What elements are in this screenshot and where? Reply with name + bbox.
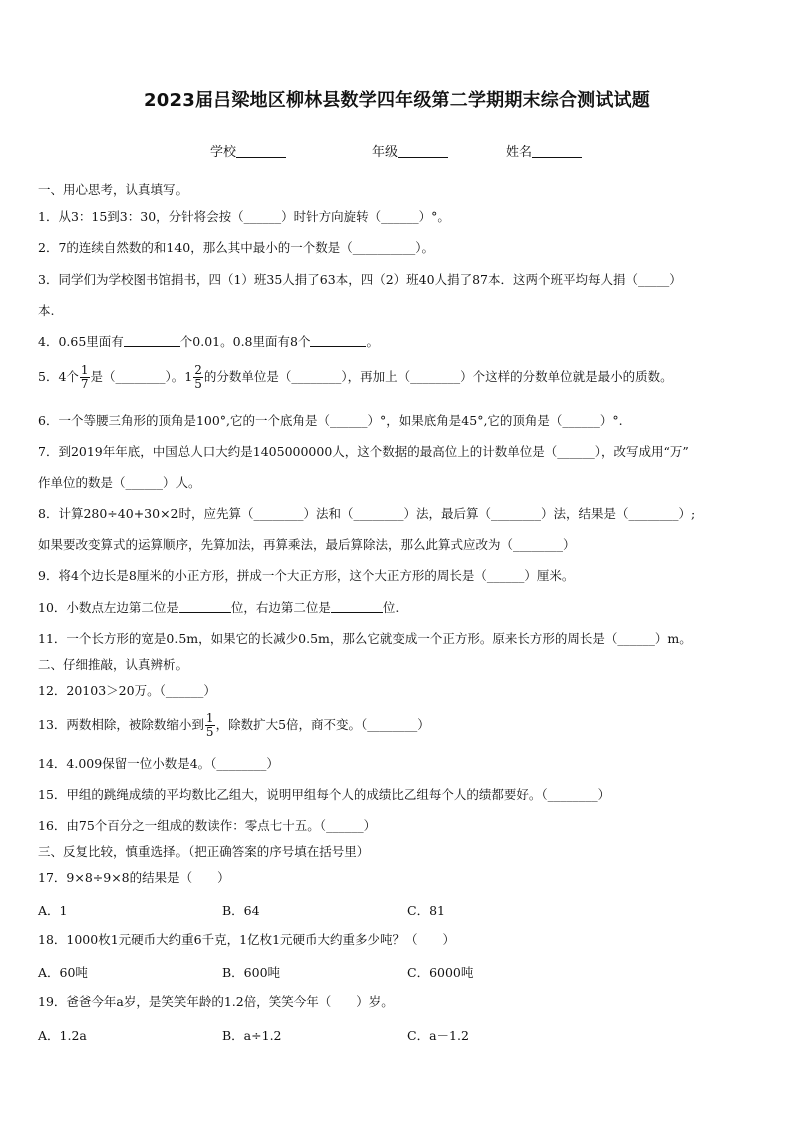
question-5 — [38, 360, 673, 394]
question-13 — [38, 708, 430, 742]
question-3-cont: 本. — [38, 303, 55, 318]
question-19: 19．爸爸今年a岁，是笑笑年龄的1.2倍，笑笑今年（ ）岁。 — [38, 994, 394, 1009]
q4-text-c: 。 — [366, 334, 379, 349]
q17-option-a[interactable]: A．1 — [38, 903, 68, 918]
section-3-heading: 三、反复比较，慎重选择。（把正确答案的序号填在括号里） — [38, 844, 370, 859]
question-17: 17．9×8÷9×8的结果是（ ） — [38, 870, 230, 885]
q19-option-a[interactable]: A．1.2a — [38, 1028, 87, 1043]
q4-blank-1[interactable] — [124, 334, 180, 347]
question-3: 3．同学们为学校图书馆捐书，四（1）班35人捐了63本，四（2）班40人捐了87本．这两个班平均每人捐（_____） — [38, 272, 682, 287]
q13-text-a: 13．两数相除，被除数缩小到 — [38, 717, 204, 732]
q10-blank-2[interactable] — [331, 600, 383, 613]
school-blank[interactable] — [236, 145, 286, 158]
q4-blank-2[interactable] — [310, 334, 366, 347]
question-12: 12．20103＞20万。（______） — [38, 683, 216, 698]
q5-frac2-num: 2 — [194, 363, 202, 377]
q10-text-a: 10．小数点左边第二位是 — [38, 600, 179, 615]
question-4 — [38, 334, 379, 350]
question-7: 7．到2019年年底，中国总人口大约是1405000000人，这个数据的最高位上的计数单位是（______），改写成用“万” — [38, 444, 689, 459]
question-14: 14．4.009保留一位小数是4。（________） — [38, 756, 279, 771]
grade-label: 年级 — [372, 145, 399, 160]
q18-option-a[interactable]: A．60吨 — [38, 965, 88, 980]
page-title: 2023届吕梁地区柳林县数学四年级第二学期期末综合测试试题 — [144, 90, 650, 111]
section-1-heading: 一、用心思考，认真填写。 — [38, 182, 189, 197]
question-8-cont: 如果要改变算式的运算顺序，先算加法，再算乘法，最后算除法，那么此算式应改为（________） — [38, 537, 576, 552]
school-label: 学校 — [210, 145, 237, 160]
q19-option-c[interactable]: C．a－1.2 — [407, 1028, 469, 1043]
section-2-heading: 二、仔细推敲，认真辨析。 — [38, 657, 189, 672]
question-1: 1．从3：15到3：30，分针将会按（______）时针方向旋转（______）°。 — [38, 209, 450, 224]
question-7-cont: 作单位的数是（______）人。 — [38, 475, 201, 490]
q5-fraction-2 — [193, 364, 203, 391]
q4-text-a: 4．0.65里面有 — [38, 334, 124, 349]
q10-text-c: 位. — [382, 600, 400, 615]
question-6: 6．一个等腰三角形的顶角是100°,它的一个底角是（______）°，如果底角是45°,它的顶角是（______）°. — [38, 413, 623, 428]
question-15: 15．甲组的跳绳成绩的平均数比乙组大，说明甲组每个人的成绩比乙组每个人的绩都要好。（________） — [38, 787, 611, 802]
name-blank[interactable] — [532, 145, 582, 158]
q10-text-b: 位，右边第二位是 — [230, 600, 331, 615]
q13-frac-den: 5 — [205, 725, 214, 739]
grade-blank[interactable] — [398, 145, 448, 158]
q19-option-b[interactable]: B．a÷1.2 — [222, 1028, 282, 1043]
q18-option-c[interactable]: C．6000吨 — [407, 965, 474, 980]
q4-text-b: 个0.01。0.8里面有8个 — [179, 334, 311, 349]
name-label: 姓名 — [506, 145, 533, 160]
question-18: 18．1000枚1元硬币大约重6千克，1亿枚1元硬币大约重多少吨？（ ） — [38, 932, 456, 947]
name-field[interactable] — [506, 141, 582, 160]
q5-frac2-den: 5 — [194, 377, 202, 391]
question-8: 8．计算280÷40+30×2时，应先算（________）法和（________）法，最后算（________）法，结果是（________）; — [38, 506, 696, 521]
q5-frac1-num: 1 — [80, 363, 89, 377]
q17-option-c[interactable]: C．81 — [407, 903, 445, 918]
grade-field[interactable] — [372, 141, 448, 160]
question-11: 11．一个长方形的宽是0.5m，如果它的长减少0.5m，那么它就变成一个正方形。原来长方形的周长是（______）m。 — [38, 631, 692, 646]
question-16: 16．由75个百分之一组成的数读作：零点七十五。（______） — [38, 818, 377, 833]
q17-option-b[interactable]: B．64 — [222, 903, 260, 918]
q13-fraction — [205, 712, 215, 739]
q5-text-b: 是（________）。1 — [90, 369, 193, 384]
q5-text-c: 的分数单位是（________），再加上（________）个这样的分数单位就是最小的质数。 — [203, 369, 673, 384]
q13-text-b: ，除数扩大5倍，商不变。（________） — [215, 717, 430, 732]
q5-fraction-1 — [80, 364, 90, 391]
question-2: 2．7的连续自然数的和140，那么其中最小的一个数是（__________）。 — [38, 240, 435, 255]
q5-text-a: 5．4个 — [38, 369, 79, 384]
q18-option-b[interactable]: B．600吨 — [222, 965, 281, 980]
question-10 — [38, 600, 399, 616]
q13-frac-num: 1 — [205, 711, 214, 725]
q10-blank-1[interactable] — [179, 600, 231, 613]
school-field[interactable] — [210, 141, 286, 160]
question-9: 9．将4个边长是8厘米的小正方形，拼成一个大正方形，这个大正方形的周长是（______）厘米。 — [38, 568, 575, 583]
q5-frac1-den: 7 — [80, 377, 89, 391]
